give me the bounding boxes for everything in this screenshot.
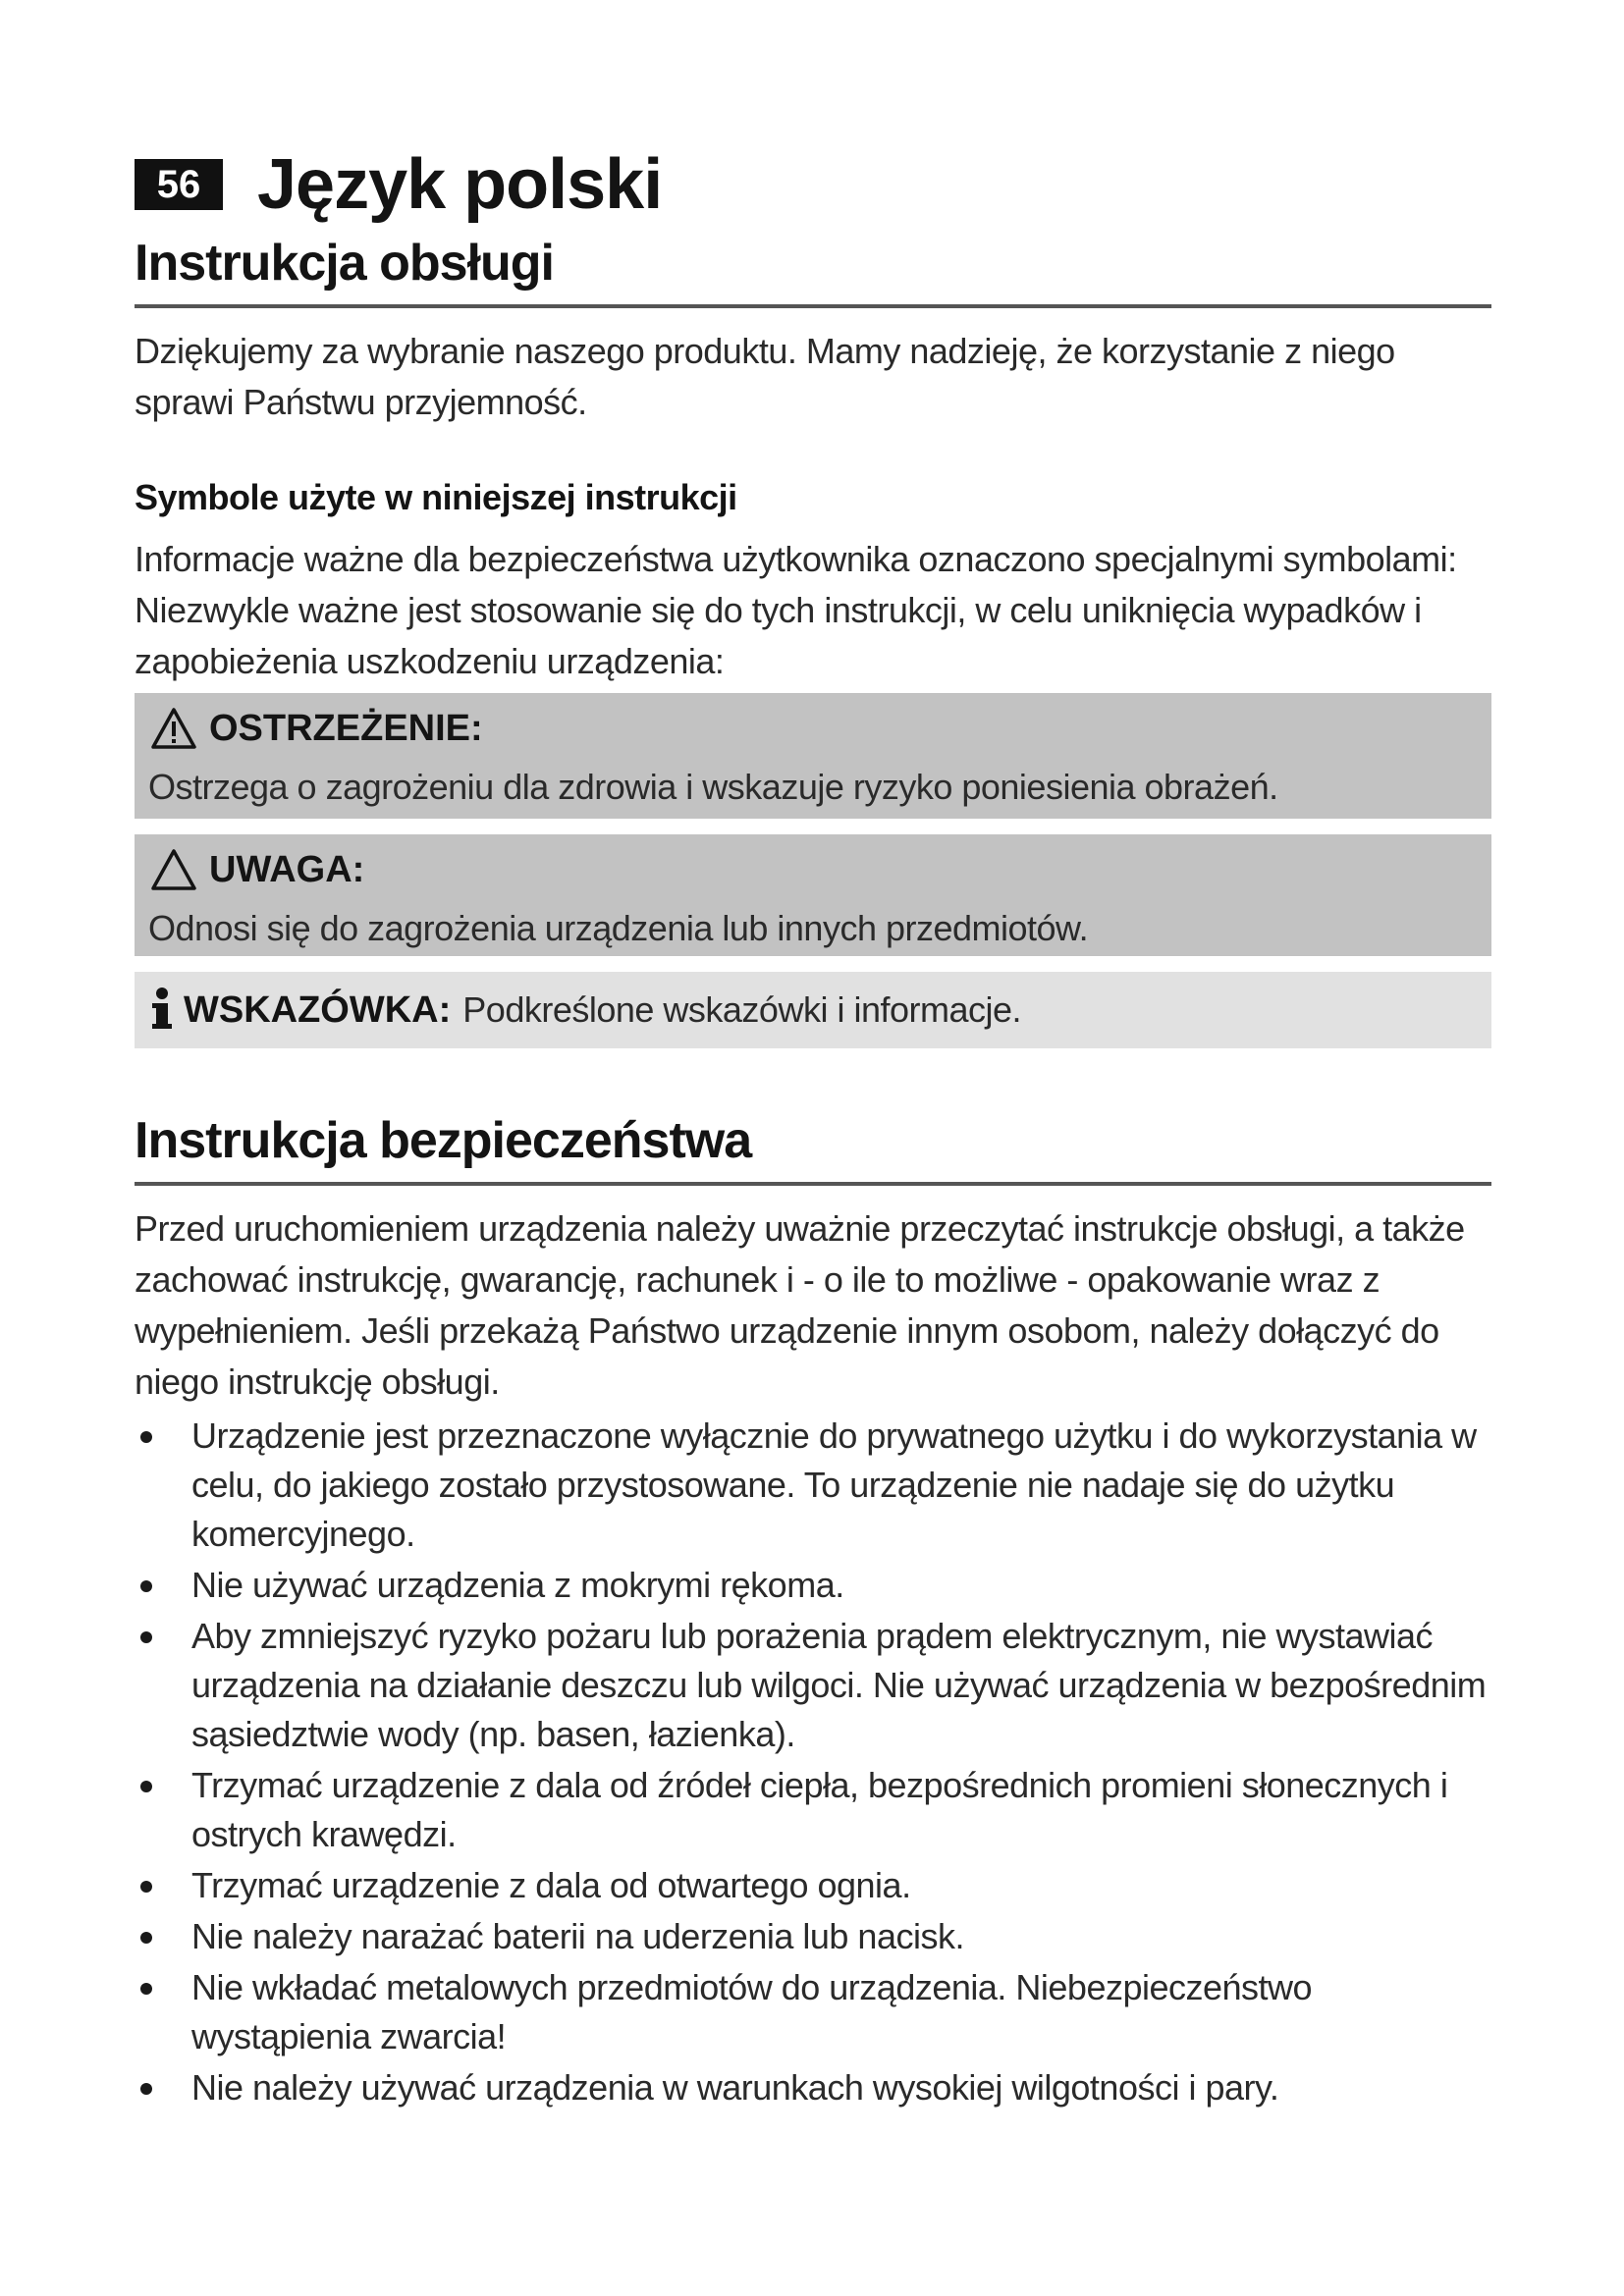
bullet-icon — [140, 1580, 152, 1592]
safety-title: Instrukcja bezpieczeństwa — [135, 1112, 752, 1169]
note-box — [135, 972, 1491, 1048]
bullet-icon — [140, 1431, 152, 1443]
bullet-icon — [140, 2083, 152, 2095]
list-item — [135, 1612, 1491, 1759]
bullet-icon — [140, 1881, 152, 1893]
list-item — [135, 1561, 1491, 1610]
caution-label: UWAGA: — [209, 848, 365, 890]
symbols-text: Informacje ważne dla bezpieczeństwa użytkownika oznaczono specjalnymi symbolami: Niezwykle ważne jest stosowanie się do tych instrukcji, w celu uniknięcia wypadków i zapobieżenia uszkodzeniu urządzenia: — [135, 539, 1457, 681]
warning-icon — [148, 704, 199, 753]
warning-text: Ostrzega o zagrożeniu dla zdrowia i wskazuje ryzyko poniesienia obrażeń. — [148, 767, 1278, 807]
list-item-text: Nie należy używać urządzenia w warunkach wysokiej wilgotności i pary. — [191, 2067, 1279, 2108]
safety-intro: Przed uruchomieniem urządzenia należy uważnie przeczytać instrukcje obsługi, a także zachować instrukcję, gwarancję, rachunek i - o ile to możliwe - opakowanie wraz z wypełnieniem. Jeśli przekażą Państwo urządzenie innym osobom, należy dołączyć do niego instrukcję obsługi. — [135, 1208, 1465, 1402]
list-item-text: Nie wkładać metalowych przedmiotów do urządzenia. Niebezpieczeństwo wystąpienia zwarcia! — [191, 1967, 1313, 2056]
warning-label: OSTRZEŻENIE: — [209, 707, 483, 749]
list-item — [135, 1963, 1491, 2061]
language-title: Język polski — [257, 145, 663, 224]
safety-list — [135, 1412, 1491, 2112]
caution-text: Odnosi się do zagrożenia urządzenia lub innych przedmiotów. — [148, 908, 1089, 948]
symbols-heading: Symbole użyte w niniejszej instrukcji — [135, 477, 737, 517]
list-item-text: Trzymać urządzenie z dala od otwartego ognia. — [191, 1865, 911, 1905]
title-divider — [135, 304, 1491, 308]
list-item — [135, 1412, 1491, 1559]
list-item-text: Urządzenie jest przeznaczone wyłącznie do prywatnego użytku i do wykorzystania w celu, do jakiego zostało przystosowane. To urządzenie nie nadaje się do użytku komercyjnego. — [191, 1415, 1477, 1554]
list-item — [135, 1861, 1491, 1910]
bullet-icon — [140, 1631, 152, 1643]
list-item — [135, 1912, 1491, 1961]
caution-icon — [148, 845, 199, 894]
list-item — [135, 1761, 1491, 1859]
note-text: Podkreślone wskazówki i informacje. — [462, 989, 1022, 1030]
warning-box — [135, 693, 1491, 819]
list-item-text: Nie używać urządzenia z mokrymi rękoma. — [191, 1565, 844, 1605]
list-item-text: Trzymać urządzenie z dala od źródeł ciepła, bezpośrednich promieni słonecznych i ostrych krawędzi. — [191, 1765, 1448, 1854]
page-number: 56 — [135, 159, 223, 210]
manual-title: Instrukcja obsługi — [135, 235, 554, 292]
list-item-text: Nie należy narażać baterii na uderzenia lub nacisk. — [191, 1916, 964, 1956]
manual-intro: Dziękujemy za wybranie naszego produktu. Mamy nadzieję, że korzystanie z niego sprawi Państwu przyjemność. — [135, 331, 1395, 422]
list-item — [135, 2063, 1491, 2112]
safety-divider — [135, 1182, 1491, 1186]
note-label: WSKAZÓWKA: — [184, 988, 452, 1031]
bullet-icon — [140, 1932, 152, 1944]
list-item-text: Aby zmniejszyć ryzyko pożaru lub porażenia prądem elektrycznym, nie wystawiać urządzenia na działanie deszczu lub wilgoci. Nie używać urządzenia w bezpośrednim sąsiedztwie wody (np. basen, łazienka). — [191, 1616, 1487, 1754]
caution-box — [135, 834, 1491, 956]
bullet-icon — [140, 1781, 152, 1792]
bullet-icon — [140, 1983, 152, 1995]
info-icon — [148, 986, 178, 1035]
